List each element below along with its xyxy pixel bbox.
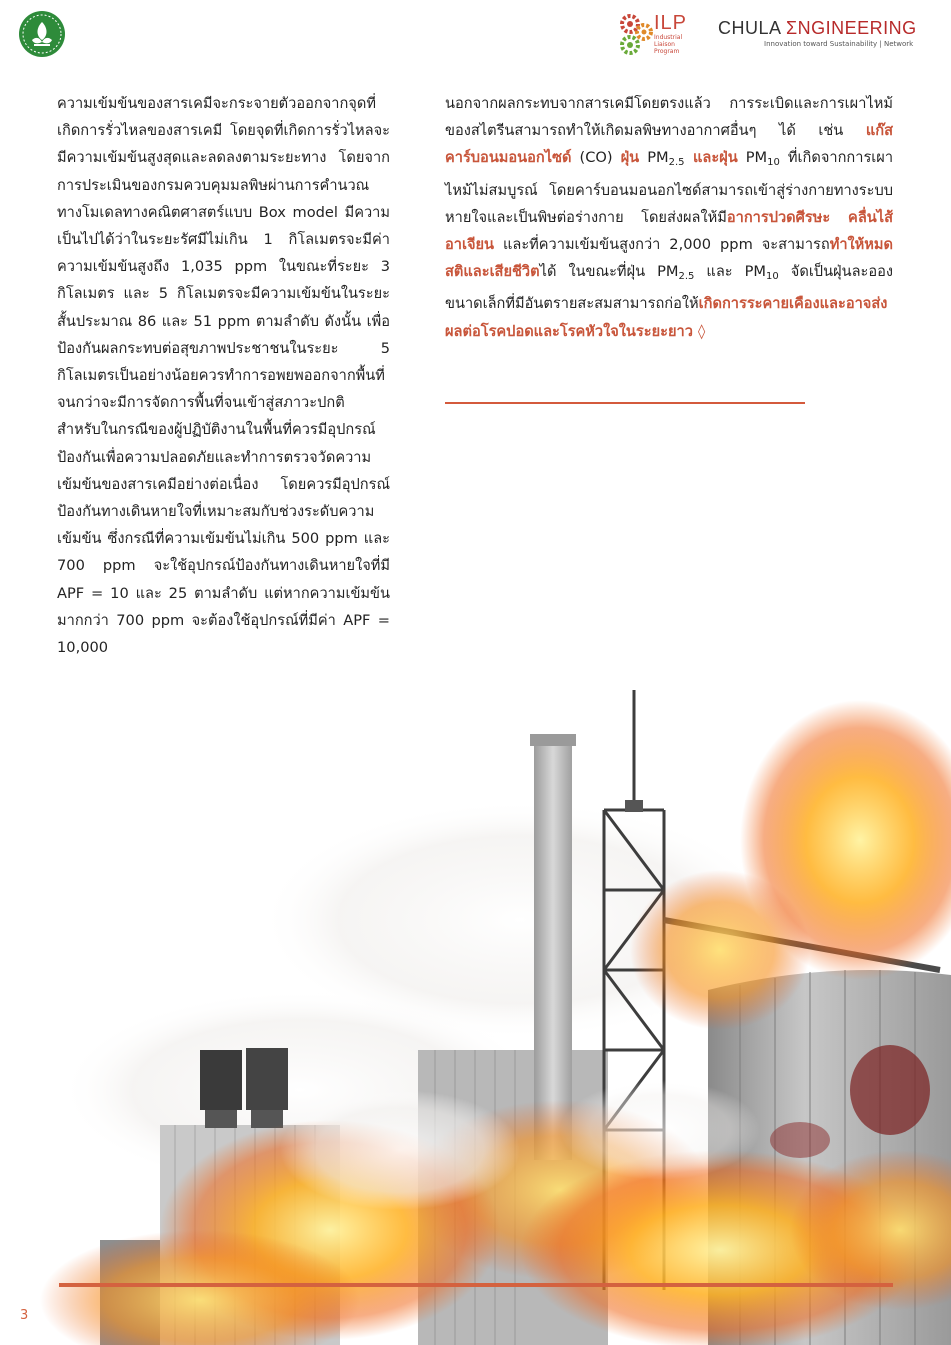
text-run: PM (639, 149, 669, 167)
text-run: ที่เกิดจากการเผาไหม้ไม่สมบูรณ์ โดยคาร์บอนมอนอกไซด์สามารถเข้าสู่ร่างกายทางระบบหายใจและเป็นพิษต่อร่างกาย โดยส่งผลให้มี (445, 149, 894, 226)
highlight-symptoms: อาการปวดศีรษะ คลื่นไส้ อาเจียน (445, 208, 893, 254)
highlight-dust: ฝุ่น (620, 149, 640, 167)
highlight-and-dust: และฝุ่น (684, 149, 738, 167)
page-number: 3 (20, 1308, 29, 1323)
chula-logo-title-b: ΣNGINEERING (786, 18, 917, 38)
right-column-paragraph (445, 90, 893, 345)
end-mark: ◊ (692, 322, 706, 340)
highlight-fatal: ทำให้หมดสติและเสียชีวิต (445, 236, 893, 281)
ilp-logo-subtitle: Industrial Liaison Program (654, 34, 683, 55)
highlight-carbon-monoxide: แก๊สคาร์บอนมอนอกไซด์ (445, 122, 893, 167)
text-run: PM (737, 149, 768, 167)
organization-logo (18, 10, 66, 58)
subscript: 2.5 (678, 271, 695, 283)
ilp-logo (618, 12, 704, 58)
text-run: ได้ ในขณะที่ฝุ่น PM (539, 263, 679, 281)
factory-fire-illustration (0, 670, 951, 1345)
chula-logo-title (718, 18, 928, 39)
subscript: 2.5 (668, 157, 685, 169)
right-column (445, 90, 893, 345)
section-divider (445, 402, 805, 404)
text-run: นอกจากผลกระทบจากสารเคมีโดยตรงแล้ว การระเบิดและการเผาไหม้ของสไตรีนสามารถทำให้เกิดมลพิษทางอากาศอื่นๆ ได้ เช่น (445, 95, 893, 140)
subscript: 10 (767, 157, 780, 169)
subscript: 10 (766, 271, 779, 283)
text-run: (CO) (571, 149, 621, 167)
ilp-logo-text: ILP (654, 12, 688, 34)
gears-icon (618, 12, 654, 56)
chula-engineering-logo (718, 18, 928, 58)
highlight-irritation: เกิดการระคายเคืองและอาจส่งผลต่อโรคปอดและโรคหัวใจในระยะยาว (445, 295, 888, 340)
chula-logo-tagline: Innovation toward Sustainability | Network (764, 40, 914, 48)
footer-rule (59, 1283, 893, 1287)
leaf-emblem-icon (18, 10, 66, 58)
text-run: และ PM (694, 263, 767, 281)
text-run: จัดเป็นฝุ่นละอองขนาดเล็กที่มีอันตรายสะสมสามารถก่อให้ (445, 263, 894, 313)
left-column (57, 90, 390, 661)
text-run: และที่ความเข้มข้นสูงกว่า 2,000 ppm จะสามารถ (494, 236, 830, 254)
left-column-paragraph: ความเข้มข้นของสารเคมีจะกระจายตัวออกจากจุดที่เกิดการรั่วไหลของสารเคมี โดยจุดที่เกิดการรั่วไหลจะมีความเข้มข้นสูงสุดและลดลงตามระยะทาง โดยจากการประเมินของกรมควบคุมมลพิษผ่านการคำนวณทางโมเดลทางคณิตศาสตร์แบบ Box model มีความเป็นไปได้ว่าในระยะรัศมีไม่เกิน 1 กิโลเมตรจะมีค่าความเข้มข้นสูงถึง 1,035 ppm ในขณะที่ระยะ 3 กิโลเมตร และ 5 กิโลเมตรจะมีความเข้มข้นในระยะสั้นประมาณ 86 และ 51 ppm ตามลำดับ ดังนั้น เพื่อป้องกันผลกระทบต่อสุขภาพประชาชนในระยะ 5 กิโลเมตรเป็นอย่างน้อยควรทำการอพยพออกจากพื้นที่จนกว่าจะมีการจัดการพื้นที่จนเข้าสู่สภาวะปกติ สำหรับในกรณีของผู้ปฏิบัติงานในพื้นที่ควรมีอุปกรณ์ป้องกันเพื่อความปลอดภัยและทำการตรวจวัดความเข้มข้นของสารเคมีอย่างต่อเนื่อง โดยควรมีอุปกรณ์ป้องกันทางเดินหายใจที่เหมาะสมกับช่วงระดับความเข้มข้น ซึ่งกรณีที่ความเข้มข้นไม่เกิน 500 ppm และ 700 ppm จะใช้อุปกรณ์ป้องกันทางเดินหายใจที่มี APF = 10 และ 25 ตามลำดับ แต่หากความเข้มข้นมากกว่า 700 ppm จะต้องใช้อุปกรณ์ที่มีค่า APF = 10,000 (57, 95, 390, 657)
chula-logo-title-a: CHULA (718, 18, 787, 38)
